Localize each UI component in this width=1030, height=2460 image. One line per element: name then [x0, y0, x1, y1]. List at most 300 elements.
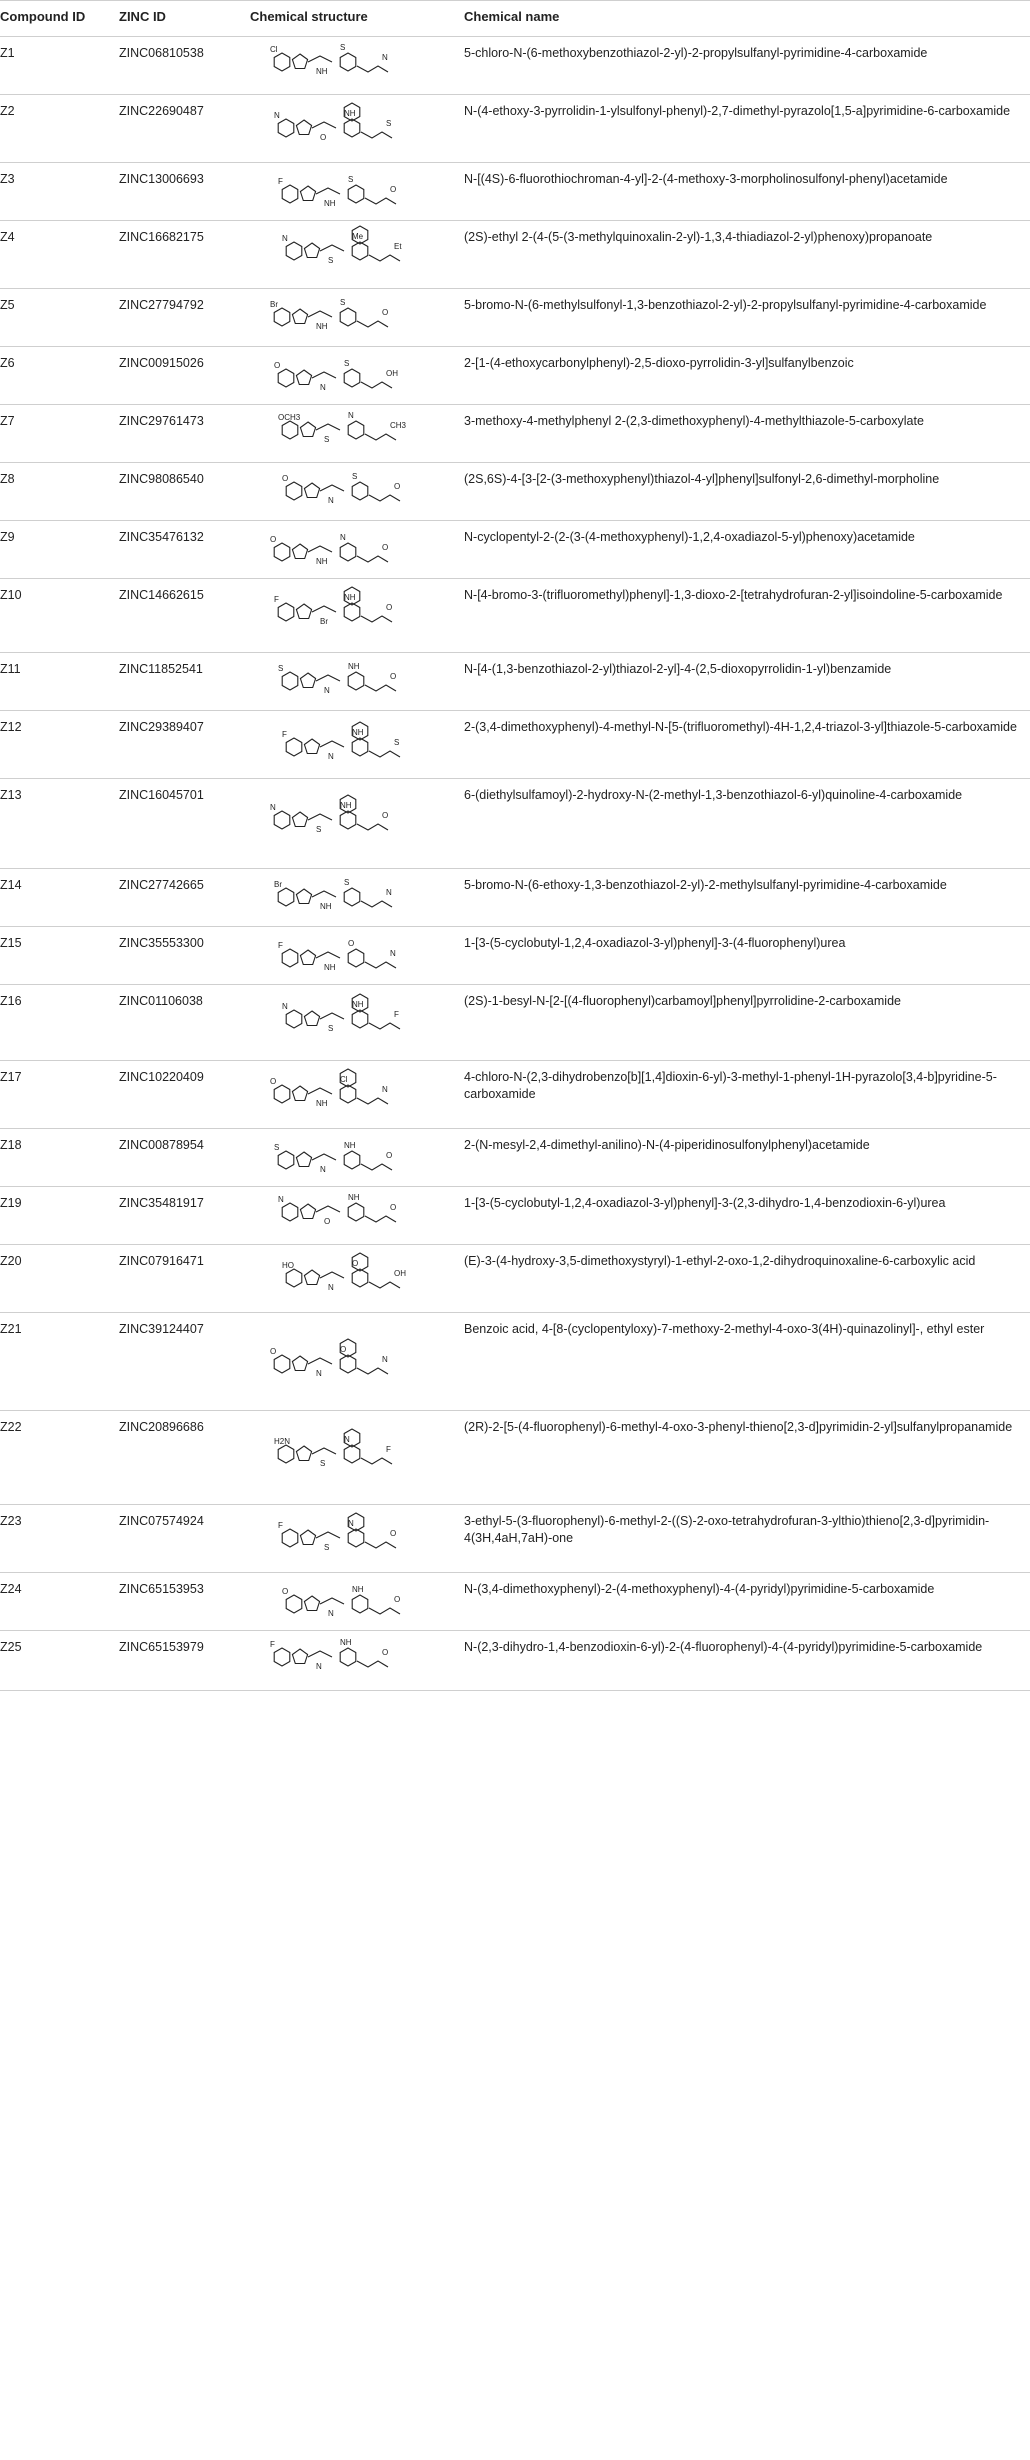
aromatic-ring: [340, 1648, 356, 1666]
structure-cell: [248, 579, 462, 653]
chemical-structure-drawing: [250, 525, 450, 573]
atom-label: OCH3: [278, 413, 301, 422]
aromatic-ring: [348, 421, 364, 439]
structure-box: [250, 1509, 458, 1567]
heterocycle-ring: [292, 812, 307, 827]
atom-label: Br: [274, 880, 282, 889]
compound-id-cell: Z23: [0, 1505, 117, 1573]
side-chain-bond: [361, 382, 392, 388]
atom-label: NH: [340, 1638, 352, 1647]
structure-box: [250, 1133, 458, 1181]
benzene-ring: [282, 949, 298, 967]
side-chain-bond: [369, 1023, 400, 1029]
atom-label: S: [324, 435, 330, 444]
structure-box: [250, 525, 458, 573]
table-row: [0, 927, 1030, 985]
aromatic-ring: [340, 1085, 356, 1103]
zinc-id-cell: ZINC00915026: [117, 347, 248, 405]
atom-label: CH3: [390, 421, 407, 430]
header-zinc-id: ZINC ID: [117, 1, 248, 37]
heterocycle-ring: [300, 673, 315, 688]
atom-label: O: [382, 543, 389, 552]
atom-label: S: [340, 43, 346, 52]
chemical-structure-drawing: [250, 1635, 450, 1685]
chemical-structure-drawing: [250, 225, 450, 283]
chemical-structure-drawing: [250, 99, 450, 157]
table-row: [0, 1313, 1030, 1411]
benzene-ring: [282, 185, 298, 203]
atom-label: NH: [348, 662, 360, 671]
atom-label: F: [278, 1521, 283, 1530]
atom-label: N: [316, 1662, 322, 1671]
chemical-structure-drawing: [250, 989, 450, 1055]
table-row: [0, 1505, 1030, 1573]
zinc-id-cell: ZINC35481917: [117, 1187, 248, 1245]
atom-label: O: [386, 603, 393, 612]
heterocycle-ring: [300, 1530, 315, 1545]
side-chain-bond: [365, 1542, 396, 1548]
structure-box: [250, 583, 458, 647]
atom-label: N: [282, 1002, 288, 1011]
amide-linker-bond: [308, 1088, 332, 1094]
zinc-id-cell: ZINC20896686: [117, 1411, 248, 1505]
structure-box: [250, 41, 458, 89]
atom-label: O: [390, 672, 397, 681]
zinc-id-cell: ZINC07916471: [117, 1245, 248, 1313]
compound-id-cell: Z14: [0, 869, 117, 927]
atom-label: S: [324, 1543, 330, 1552]
chemical-name-cell: N-(2,3-dihydro-1,4-benzodioxin-6-yl)-2-(4-fluorophenyl)-4-(4-pyridyl)pyrimidine-5-carboxamide: [462, 1631, 1030, 1691]
aromatic-ring: [352, 242, 368, 260]
atom-label: O: [382, 811, 389, 820]
table-row: [0, 95, 1030, 163]
atom-label: O: [394, 482, 401, 491]
amide-linker-bond: [312, 1154, 336, 1160]
amide-linker-bond: [312, 372, 336, 378]
aromatic-ring: [344, 888, 360, 906]
amide-linker-bond: [316, 424, 340, 430]
benzene-ring: [274, 543, 290, 561]
structure-box: [250, 1577, 458, 1625]
zinc-id-cell: ZINC29761473: [117, 405, 248, 463]
atom-label: NH: [316, 557, 328, 566]
atom-label: S: [394, 738, 400, 747]
benzene-ring: [278, 603, 294, 621]
structure-cell: [248, 221, 462, 289]
atom-label: NH: [316, 67, 328, 76]
atom-label: N: [344, 1435, 350, 1444]
benzene-ring: [282, 1529, 298, 1547]
benzene-ring: [274, 1648, 290, 1666]
amide-linker-bond: [308, 56, 332, 62]
heterocycle-ring: [292, 309, 307, 324]
structure-cell: [248, 1129, 462, 1187]
structure-cell: [248, 1573, 462, 1631]
amide-linker-bond: [320, 1013, 344, 1019]
atom-label: S: [344, 878, 350, 887]
atom-label: NH: [352, 1585, 364, 1594]
heterocycle-ring: [304, 1270, 319, 1285]
chemical-name-cell: N-[(4S)-6-fluorothiochroman-4-yl]-2-(4-methoxy-3-morpholinosulfonyl-phenyl)acetamide: [462, 163, 1030, 221]
chemical-name-cell: 5-bromo-N-(6-ethoxy-1,3-benzothiazol-2-yl)-2-methylsulfanyl-pyrimidine-4-carboxamide: [462, 869, 1030, 927]
atom-label: S: [320, 1459, 326, 1468]
chemical-name-cell: N-(4-ethoxy-3-pyrrolidin-1-ylsulfonyl-phenyl)-2,7-dimethyl-pyrazolo[1,5-a]pyrimidine-6-carboxamide: [462, 95, 1030, 163]
heterocycle-ring: [300, 1204, 315, 1219]
header-chemical-name: Chemical name: [462, 1, 1030, 37]
chemical-structure-drawing: [250, 873, 450, 921]
structure-cell: [248, 711, 462, 779]
chemical-name-cell: (E)-3-(4-hydroxy-3,5-dimethoxystyryl)-1-ethyl-2-oxo-1,2-dihydroquinoxaline-6-carboxylic acid: [462, 1245, 1030, 1313]
aromatic-ring: [344, 119, 360, 137]
structure-cell: [248, 289, 462, 347]
heterocycle-ring: [292, 1649, 307, 1664]
structure-box: [250, 225, 458, 283]
compound-id-cell: Z24: [0, 1573, 117, 1631]
table-row: [0, 289, 1030, 347]
compound-id-cell: Z12: [0, 711, 117, 779]
heterocycle-ring: [296, 1446, 311, 1461]
compound-id-cell: Z17: [0, 1061, 117, 1129]
side-chain-bond: [365, 685, 396, 691]
zinc-id-cell: ZINC29389407: [117, 711, 248, 779]
compound-id-cell: Z8: [0, 463, 117, 521]
structure-box: [250, 99, 458, 157]
table-row: [0, 405, 1030, 463]
structure-box: [250, 931, 458, 979]
atom-label: S: [386, 119, 392, 128]
atom-label: N: [328, 1609, 334, 1618]
chemical-name-cell: N-(3,4-dimethoxyphenyl)-2-(4-methoxyphenyl)-4-(4-pyridyl)pyrimidine-5-carboxamide: [462, 1573, 1030, 1631]
amide-linker-bond: [312, 1448, 336, 1454]
atom-label: Et: [394, 242, 402, 251]
chemical-structure-drawing: [250, 931, 450, 979]
atom-label: F: [270, 1640, 275, 1649]
atom-label: Br: [320, 617, 328, 626]
chemical-name-cell: 2-[1-(4-ethoxycarbonylphenyl)-2,5-dioxo-pyrrolidin-3-yl]sulfanylbenzoic: [462, 347, 1030, 405]
structure-cell: [248, 1187, 462, 1245]
atom-label: NH: [352, 728, 364, 737]
compound-id-cell: Z10: [0, 579, 117, 653]
zinc-id-cell: ZINC98086540: [117, 463, 248, 521]
atom-label: N: [390, 949, 396, 958]
aromatic-ring: [340, 543, 356, 561]
structure-box: [250, 715, 458, 773]
atom-label: F: [278, 177, 283, 186]
chemical-structure-drawing: [250, 1191, 450, 1239]
atom-label: O: [270, 1347, 277, 1356]
zinc-id-cell: ZINC35476132: [117, 521, 248, 579]
atom-label: NH: [352, 1000, 364, 1009]
structure-cell: [248, 37, 462, 95]
aromatic-ring: [340, 811, 356, 829]
structure-cell: [248, 779, 462, 869]
header-chemical-structure: Chemical structure: [248, 1, 462, 37]
table-row: [0, 1631, 1030, 1691]
aromatic-ring: [352, 1269, 368, 1287]
amide-linker-bond: [316, 675, 340, 681]
structure-box: [250, 1249, 458, 1307]
compound-id-cell: Z25: [0, 1631, 117, 1691]
atom-label: F: [282, 730, 287, 739]
compound-id-cell: Z16: [0, 985, 117, 1061]
benzene-ring: [274, 308, 290, 326]
zinc-id-cell: ZINC13006693: [117, 163, 248, 221]
atom-label: N: [320, 383, 326, 392]
atom-label: NH: [316, 1099, 328, 1108]
side-chain-bond: [369, 1608, 400, 1614]
atom-label: N: [386, 888, 392, 897]
side-chain-bond: [357, 66, 388, 72]
aromatic-ring: [348, 672, 364, 690]
aromatic-ring: [348, 1529, 364, 1547]
atom-label: N: [274, 111, 280, 120]
chemical-name-cell: 4-chloro-N-(2,3-dihydrobenzo[b][1,4]dioxin-6-yl)-3-methyl-1-phenyl-1H-pyrazolo[3,4-b]pyridine-5-carboxamide: [462, 1061, 1030, 1129]
atom-label: NH: [316, 322, 328, 331]
atom-label: N: [382, 1355, 388, 1364]
aromatic-ring: [340, 308, 356, 326]
table-row: [0, 711, 1030, 779]
aromatic-ring: [344, 1151, 360, 1169]
table-row: [0, 163, 1030, 221]
zinc-id-cell: ZINC06810538: [117, 37, 248, 95]
atom-label: NH: [340, 801, 352, 810]
compound-id-cell: Z21: [0, 1313, 117, 1411]
atom-label: S: [340, 298, 346, 307]
zinc-id-cell: ZINC14662615: [117, 579, 248, 653]
atom-label: NH: [348, 1193, 360, 1202]
benzene-ring: [282, 421, 298, 439]
structure-cell: [248, 1061, 462, 1129]
atom-label: N: [316, 1369, 322, 1378]
compound-id-cell: Z6: [0, 347, 117, 405]
atom-label: NH: [344, 109, 356, 118]
atom-label: O: [394, 1595, 401, 1604]
structure-box: [250, 167, 458, 215]
zinc-id-cell: ZINC10220409: [117, 1061, 248, 1129]
compound-id-cell: Z13: [0, 779, 117, 869]
chemical-structure-drawing: [250, 467, 450, 515]
atom-label: N: [282, 234, 288, 243]
zinc-id-cell: ZINC27742665: [117, 869, 248, 927]
amide-linker-bond: [316, 1532, 340, 1538]
chemical-structure-drawing: [250, 1317, 450, 1405]
heterocycle-ring: [300, 422, 315, 437]
heterocycle-ring: [300, 186, 315, 201]
table-row: [0, 1061, 1030, 1129]
structure-box: [250, 467, 458, 515]
atom-label: O: [320, 133, 327, 142]
structure-cell: [248, 1245, 462, 1313]
chemical-structure-drawing: [250, 1249, 450, 1307]
compound-id-cell: Z5: [0, 289, 117, 347]
benzene-ring: [286, 242, 302, 260]
table-header: [0, 1, 1030, 37]
atom-label: OH: [394, 1269, 406, 1278]
side-chain-bond: [365, 434, 396, 440]
atom-label: O: [270, 535, 277, 544]
chemical-structure-drawing: [250, 657, 450, 705]
atom-label: S: [344, 359, 350, 368]
amide-linker-bond: [320, 245, 344, 251]
benzene-ring: [286, 482, 302, 500]
chemical-structure-drawing: [250, 293, 450, 341]
structure-box: [250, 783, 458, 863]
amide-linker-bond: [320, 485, 344, 491]
structure-cell: [248, 463, 462, 521]
amide-linker-bond: [320, 741, 344, 747]
side-chain-bond: [361, 1164, 392, 1170]
atom-label: N: [328, 496, 334, 505]
atom-label: O: [282, 1587, 289, 1596]
structure-cell: [248, 869, 462, 927]
atom-label: NH: [344, 593, 356, 602]
chemical-name-cell: 5-chloro-N-(6-methoxybenzothiazol-2-yl)-2-propylsulfanyl-pyrimidine-4-carboxamide: [462, 37, 1030, 95]
compound-id-cell: Z1: [0, 37, 117, 95]
structure-box: [250, 1415, 458, 1499]
heterocycle-ring: [296, 604, 311, 619]
zinc-id-cell: ZINC35553300: [117, 927, 248, 985]
benzene-ring: [274, 1355, 290, 1373]
side-chain-bond: [357, 824, 388, 830]
table-row: [0, 1245, 1030, 1313]
atom-label: F: [274, 595, 279, 604]
chemical-structure-drawing: [250, 1577, 450, 1625]
compound-id-cell: Z15: [0, 927, 117, 985]
heterocycle-ring: [304, 1011, 319, 1026]
compound-id-cell: Z11: [0, 653, 117, 711]
heterocycle-ring: [296, 1152, 311, 1167]
amide-linker-bond: [308, 311, 332, 317]
atom-label: NH: [344, 1141, 356, 1150]
atom-label: N: [382, 53, 388, 62]
table-row: [0, 579, 1030, 653]
zinc-id-cell: ZINC39124407: [117, 1313, 248, 1411]
atom-label: F: [386, 1445, 391, 1454]
structure-cell: [248, 1505, 462, 1573]
heterocycle-ring: [296, 889, 311, 904]
zinc-id-cell: ZINC65153979: [117, 1631, 248, 1691]
table-row: [0, 1187, 1030, 1245]
atom-label: F: [394, 1010, 399, 1019]
chemical-name-cell: 1-[3-(5-cyclobutyl-1,2,4-oxadiazol-3-yl)phenyl]-3-(4-fluorophenyl)urea: [462, 927, 1030, 985]
amide-linker-bond: [312, 122, 336, 128]
structure-box: [250, 989, 458, 1055]
benzene-ring: [274, 53, 290, 71]
structure-cell: [248, 163, 462, 221]
compound-id-cell: Z18: [0, 1129, 117, 1187]
heterocycle-ring: [292, 1356, 307, 1371]
chemical-name-cell: 2-(N-mesyl-2,4-dimethyl-anilino)-N-(4-piperidinosulfonylphenyl)acetamide: [462, 1129, 1030, 1187]
chemical-name-cell: 1-[3-(5-cyclobutyl-1,2,4-oxadiazol-3-yl)phenyl]-3-(2,3-dihydro-1,4-benzodioxin-6-yl)urea: [462, 1187, 1030, 1245]
chemical-name-cell: 5-bromo-N-(6-methylsulfonyl-1,3-benzothiazol-2-yl)-2-propylsulfanyl-pyrimidine-4-carboxamide: [462, 289, 1030, 347]
side-chain-bond: [369, 751, 400, 757]
chemical-name-cell: 3-ethyl-5-(3-fluorophenyl)-6-methyl-2-((S)-2-oxo-tetrahydrofuran-3-ylthio)thieno[2,3-d]pyrimidin-4(3H,4aH,7aH)-one: [462, 1505, 1030, 1573]
benzene-ring: [278, 888, 294, 906]
atom-label: N: [348, 1519, 354, 1528]
chemical-name-cell: (2R)-2-[5-(4-fluorophenyl)-6-methyl-4-oxo-3-phenyl-thieno[2,3-d]pyrimidin-2-yl]sulfanylpropanamide: [462, 1411, 1030, 1505]
atom-label: N: [270, 803, 276, 812]
atom-label: O: [386, 1151, 393, 1160]
amide-linker-bond: [316, 952, 340, 958]
structure-cell: [248, 1411, 462, 1505]
heterocycle-ring: [304, 739, 319, 754]
chemical-name-cell: (2S)-1-besyl-N-[2-[(4-fluorophenyl)carbamoyl]phenyl]pyrrolidine-2-carboxamide: [462, 985, 1030, 1061]
aromatic-ring: [344, 1445, 360, 1463]
atom-label: H2N: [274, 1437, 291, 1446]
structure-box: [250, 657, 458, 705]
zinc-id-cell: ZINC22690487: [117, 95, 248, 163]
amide-linker-bond: [308, 1651, 332, 1657]
benzene-ring: [274, 811, 290, 829]
amide-linker-bond: [320, 1272, 344, 1278]
zinc-id-cell: ZINC11852541: [117, 653, 248, 711]
benzene-ring: [286, 1595, 302, 1613]
atom-label: NH: [324, 199, 336, 208]
structure-cell: [248, 95, 462, 163]
zinc-id-cell: ZINC01106038: [117, 985, 248, 1061]
atom-label: O: [390, 1529, 397, 1538]
atom-label: F: [278, 941, 283, 950]
atom-label: S: [328, 1024, 334, 1033]
table-row: [0, 463, 1030, 521]
atom-label: S: [278, 664, 284, 673]
table-row: [0, 985, 1030, 1061]
atom-label: S: [352, 472, 358, 481]
aromatic-ring: [352, 1595, 368, 1613]
structure-box: [250, 1065, 458, 1123]
side-chain-bond: [361, 1458, 392, 1464]
amide-linker-bond: [312, 606, 336, 612]
structure-cell: [248, 653, 462, 711]
chemical-structure-drawing: [250, 41, 450, 89]
zinc-id-cell: ZINC00878954: [117, 1129, 248, 1187]
structure-box: [250, 873, 458, 921]
atom-label: OH: [386, 369, 398, 378]
chemical-structure-drawing: [250, 715, 450, 773]
structure-cell: [248, 347, 462, 405]
benzene-ring: [274, 1085, 290, 1103]
compound-id-cell: Z22: [0, 1411, 117, 1505]
amide-linker-bond: [308, 1358, 332, 1364]
chemical-structure-drawing: [250, 783, 450, 863]
atom-label: O: [348, 939, 355, 948]
table-row: [0, 779, 1030, 869]
chemical-name-cell: N-[4-(1,3-benzothiazol-2-yl)thiazol-2-yl]-4-(2,5-dioxopyrrolidin-1-yl)benzamide: [462, 653, 1030, 711]
chemical-name-cell: (2S,6S)-4-[3-[2-(3-methoxyphenyl)thiazol-4-yl]phenyl]sulfonyl-2,6-dimethyl-morpholine: [462, 463, 1030, 521]
side-chain-bond: [365, 198, 396, 204]
header-row: [0, 1, 1030, 37]
atom-label: S: [328, 256, 334, 265]
table-body: [0, 37, 1030, 1691]
benzene-ring: [282, 1203, 298, 1221]
heterocycle-ring: [300, 950, 315, 965]
structure-cell: [248, 521, 462, 579]
aromatic-ring: [352, 1010, 368, 1028]
atom-label: N: [328, 752, 334, 761]
table-row: [0, 347, 1030, 405]
side-chain-bond: [361, 132, 392, 138]
side-chain-bond: [361, 901, 392, 907]
amide-linker-bond: [312, 891, 336, 897]
aromatic-ring: [352, 482, 368, 500]
benzene-ring: [286, 1269, 302, 1287]
chemical-structure-drawing: [250, 1415, 450, 1499]
atom-label: N: [320, 1165, 326, 1174]
benzene-ring: [278, 119, 294, 137]
structure-cell: [248, 405, 462, 463]
heterocycle-ring: [304, 1596, 319, 1611]
side-chain-bond: [357, 1661, 388, 1667]
